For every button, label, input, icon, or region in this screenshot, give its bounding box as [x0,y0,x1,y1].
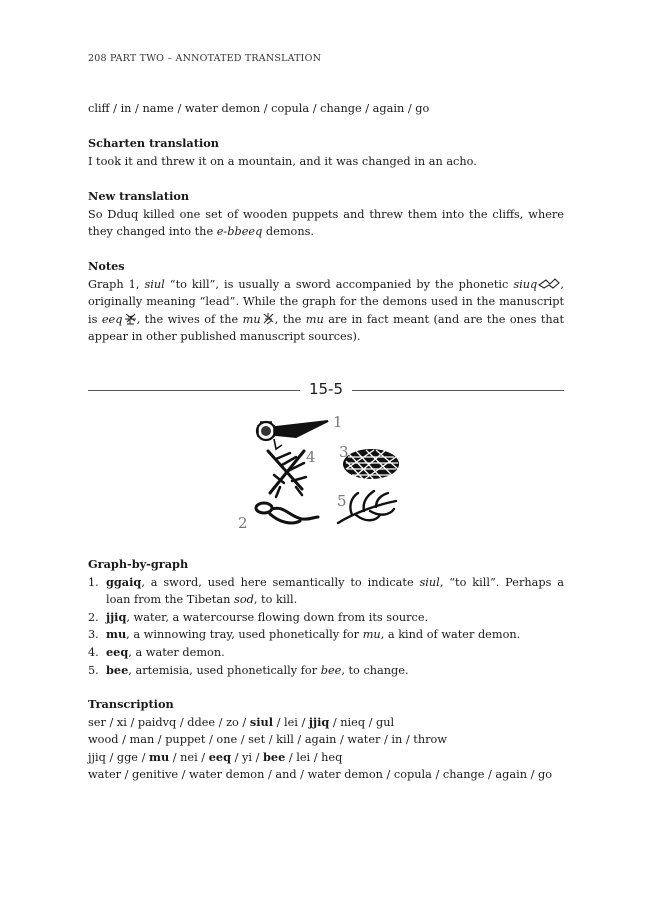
eeq-glyph-icon [124,312,137,325]
list-item: 5. bee, artemisia, used phonetically for bee, to change. [88,662,409,677]
notes-heading: Notes [88,259,125,273]
new-translation-heading: New translation [88,189,190,203]
graph-by-graph-heading: Graph-by-graph [88,557,189,571]
sword-graph-icon [257,421,328,449]
scharten-section [88,135,564,170]
notes-text: Graph 1, siul “to kill”, is usually a sword accompanied by the phonetic siuq , originally meaning “lead”. While the graph for the demons used in the manuscript is eeq , the wives of the mu , the mu are in fact meant (and are the ones that appear in other published manuscript sources). [88,277,564,344]
dongba-graph-figure [230,405,420,535]
graph-by-graph-section [88,556,564,679]
list-item: 4. eeq, a water demon. [88,644,225,659]
notes-section [88,258,564,346]
water-course-graph-icon [256,503,318,523]
running-head: 208 PART TWO – ANNOTATED TRANSLATION [88,53,322,64]
figure-label-2: 2 [238,514,248,532]
winnowing-tray-graph-icon [343,449,399,481]
graph-by-graph-list [88,574,564,680]
new-translation-section [88,188,564,241]
water-demon-graph-icon [268,451,306,497]
siuq-glyph-icon [538,277,560,290]
transcription-line-2: wood / man / puppet / one / set / kill / again / water / in / throw [88,733,447,747]
figure-label-1: 1 [333,413,343,431]
mu-glyph-icon [262,312,275,325]
list-item: 2. jjiq, water, a watercourse flowing down from its source. [88,609,429,624]
transcription-heading: Transcription [88,697,174,711]
section-divider [88,380,564,400]
figure-label-5: 5 [337,492,347,510]
section-number: 15-5 [88,380,564,398]
artemisia-graph-icon [338,491,396,523]
list-item: 3. mu, a winnowing tray, used phonetically for mu, a kind of water demon. [88,627,521,642]
list-item: 1. ggaiq, a sword, used here semantically to indicate siul, “to kill”. Perhaps a loan from the Tibetan sod, to kill. [88,574,564,607]
scharten-heading: Scharten translation [88,136,220,150]
transcription-line-4: water / genitive / water demon / and / water demon / copula / change / again / go [88,768,552,782]
transcription-line-3: jjiq / gge / mu / nei / eeq / yi / bee / lei / heq [88,749,343,764]
transcription-line-1: ser / xi / paidvq / ddee / zo / siul / lei / jjiq / nieq / gul [88,714,395,729]
scharten-text: I took it and threw it on a mountain, and it was changed in an acho. [88,154,477,168]
transcription-section [88,696,564,784]
figure-label-4: 4 [306,448,316,466]
new-translation-text: So Dduq killed one set of wooden puppets and threw them into the cliffs, where they changed into the e-bbeeq demons. [88,207,564,239]
gloss-line: cliff / in / name / water demon / copula / change / again / go [88,102,430,115]
figure-label-3: 3 [339,443,349,461]
